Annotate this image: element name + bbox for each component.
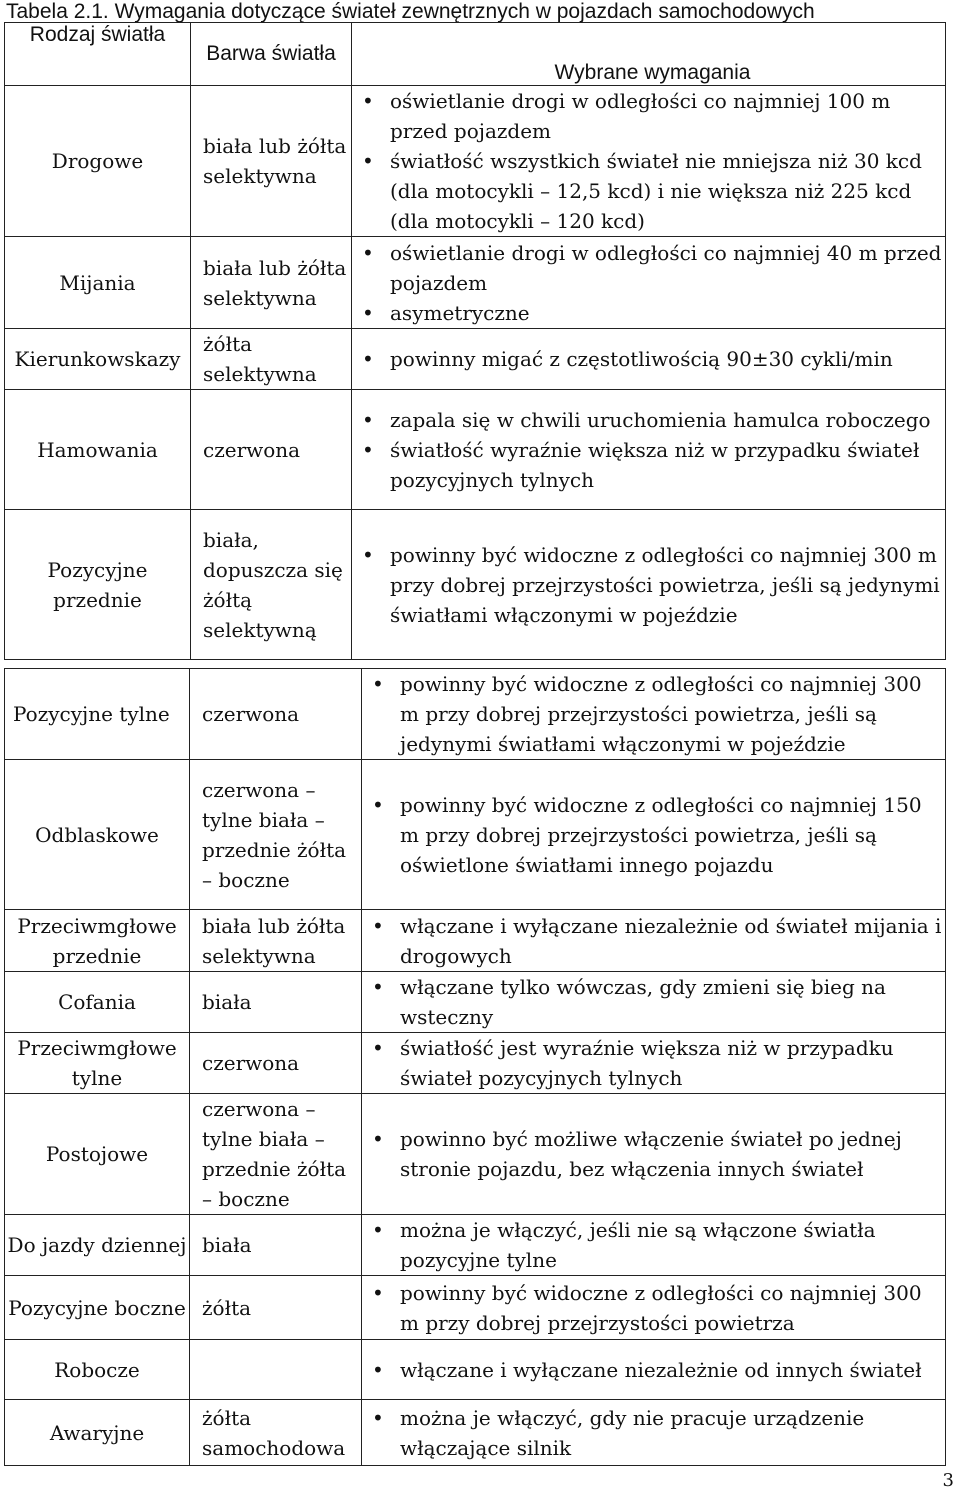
light-color-cell: żółta selektywna [191,329,352,390]
requirements-list [370,1403,945,1463]
light-color-cell: biała, dopuszcza się żółtą selektywną [191,510,352,660]
requirement-item: • powinny migać z częstotliwością 90±30 cykli/min [360,344,945,374]
requirements-cell [362,1276,946,1340]
table-row [5,237,946,329]
table-row [5,510,946,660]
requirements-list [370,972,945,1032]
requirements-list [360,405,945,495]
requirements-list [370,790,945,880]
requirement-item: • zapala się w chwili uruchomienia hamulca roboczego [360,405,945,435]
requirements-cell [362,972,946,1033]
requirements-cell [362,669,946,760]
requirements-list [370,669,945,759]
requirement-item: • asymetryczne [360,298,945,328]
light-color-cell: czerwona [191,390,352,510]
requirement-item: • można je włączyć, jeśli nie są włączone światła pozycyjne tylne [370,1215,945,1275]
table-row [5,1215,946,1276]
requirements-cell [362,910,946,972]
requirement-item: • powinny być widoczne z odległości co najmniej 150 m przy dobrej przejrzystości powietrza, jeśli są oświetlone światłami innego pojazdu [370,790,945,880]
header-requirements: Wybrane wymagania [352,23,946,86]
light-type-cell: Pozycyjne przednie [5,510,191,660]
header-type: Rodzaj światła [5,23,191,86]
light-type-cell: Kierunkowskazy [5,329,191,390]
light-type-cell: Drogowe [5,86,191,237]
requirements-list [360,86,945,236]
light-type-cell: Postojowe [5,1094,190,1215]
requirements-table-part1 [4,22,946,660]
light-color-cell: biała [190,972,362,1033]
requirements-cell [362,1400,946,1466]
table-header-row [5,23,946,86]
light-color-cell [190,1340,362,1400]
table-row [5,390,946,510]
light-type-cell: Odblaskowe [5,760,190,910]
light-color-cell: czerwona [190,1033,362,1094]
light-color-cell: biała lub żółta selektywna [191,237,352,329]
requirement-item: • powinny być widoczne z odległości co najmniej 300 m przy dobrej przejrzystości powietrza, jeśli są jedynymi światłami włączonymi w pojeździe [360,540,945,630]
requirements-cell [352,510,946,660]
light-type-cell: Przeciwmgłowe tylne [5,1033,190,1094]
requirements-list [370,1278,945,1338]
requirements-list [370,1355,945,1385]
page-number: 3 [942,1470,954,1491]
light-type-cell: Pozycyjne tylne [5,669,190,760]
light-type-cell: Cofania [5,972,190,1033]
table-row [5,1033,946,1094]
requirements-cell [352,329,946,390]
light-color-cell: biała lub żółta selektywna [190,910,362,972]
requirements-list [360,238,945,328]
light-type-cell: Awaryjne [5,1400,190,1466]
requirement-item: • powinny być widoczne z odległości co najmniej 300 m przy dobrej przejrzystości powietrza, jeśli są jedynymi światłami włączonymi w pojeździe [370,669,945,759]
light-color-cell: czerwona – tylne biała – przednie żółta – boczne [190,760,362,910]
requirement-item: • oświetlanie drogi w odległości co najmniej 100 m przed pojazdem [360,86,945,146]
requirements-cell [362,1340,946,1400]
table-row [5,1340,946,1400]
requirements-cell [362,1215,946,1276]
requirements-list [370,911,945,971]
requirement-item: • włączane i wyłączane niezależnie od innych świateł [370,1355,945,1385]
requirement-item: • włączane tylko wówczas, gdy zmieni się bieg na wsteczny [370,972,945,1032]
requirements-cell [352,237,946,329]
requirements-cell [362,760,946,910]
table-row [5,760,946,910]
table-row [5,1400,946,1466]
light-color-cell: żółta samochodowa [190,1400,362,1466]
table-row [5,910,946,972]
header-color: Barwa światła [191,23,352,86]
requirements-cell [352,86,946,237]
requirements-cell [362,1033,946,1094]
requirements-cell [362,1094,946,1215]
light-color-cell: biała [190,1215,362,1276]
table-caption: Tabela 2.1. Wymagania dotyczące świateł zewnętrznych w pojazdach samochodowych [6,0,815,23]
requirement-item: • włączane i wyłączane niezależnie od świateł mijania i drogowych [370,911,945,971]
requirements-list [360,344,945,374]
table-row [5,669,946,760]
light-type-cell: Przeciwmgłowe przednie [5,910,190,972]
table-row [5,1094,946,1215]
table-row [5,329,946,390]
requirement-item: • powinny być widoczne z odległości co najmniej 300 m przy dobrej przejrzystości powietrza [370,1278,945,1338]
requirements-cell [352,390,946,510]
light-color-cell: czerwona – tylne biała – przednie żółta – boczne [190,1094,362,1215]
requirements-table-part2 [4,668,946,1466]
light-type-cell: Mijania [5,237,191,329]
requirements-list [370,1124,945,1184]
light-color-cell: żółta [190,1276,362,1340]
light-type-cell: Do jazdy dziennej [5,1215,190,1276]
requirement-item: • światłość jest wyraźnie większa niż w przypadku świateł pozycyjnych tylnych [370,1033,945,1093]
light-type-cell: Hamowania [5,390,191,510]
light-type-cell: Robocze [5,1340,190,1400]
requirement-item: • powinno być możliwe włączenie świateł po jednej stronie pojazdu, bez włączenia innych świateł [370,1124,945,1184]
requirement-item: • można je włączyć, gdy nie pracuje urządzenie włączające silnik [370,1403,945,1463]
requirements-list [370,1215,945,1275]
table-row [5,972,946,1033]
table-row [5,86,946,237]
requirement-item: • światłość wyraźnie większa niż w przypadku świateł pozycyjnych tylnych [360,435,945,495]
light-type-cell: Pozycyjne boczne [5,1276,190,1340]
requirements-list [360,540,945,630]
requirement-item: • oświetlanie drogi w odległości co najmniej 40 m przed pojazdem [360,238,945,298]
requirements-list [370,1033,945,1093]
light-color-cell: czerwona [190,669,362,760]
light-color-cell: biała lub żółta selektywna [191,86,352,237]
requirement-item: • światłość wszystkich świateł nie mniejsza niż 30 kcd (dla motocykli – 12,5 kcd) i nie większa niż 225 kcd (dla motocykli – 120 kcd) [360,146,945,236]
table-row [5,1276,946,1340]
